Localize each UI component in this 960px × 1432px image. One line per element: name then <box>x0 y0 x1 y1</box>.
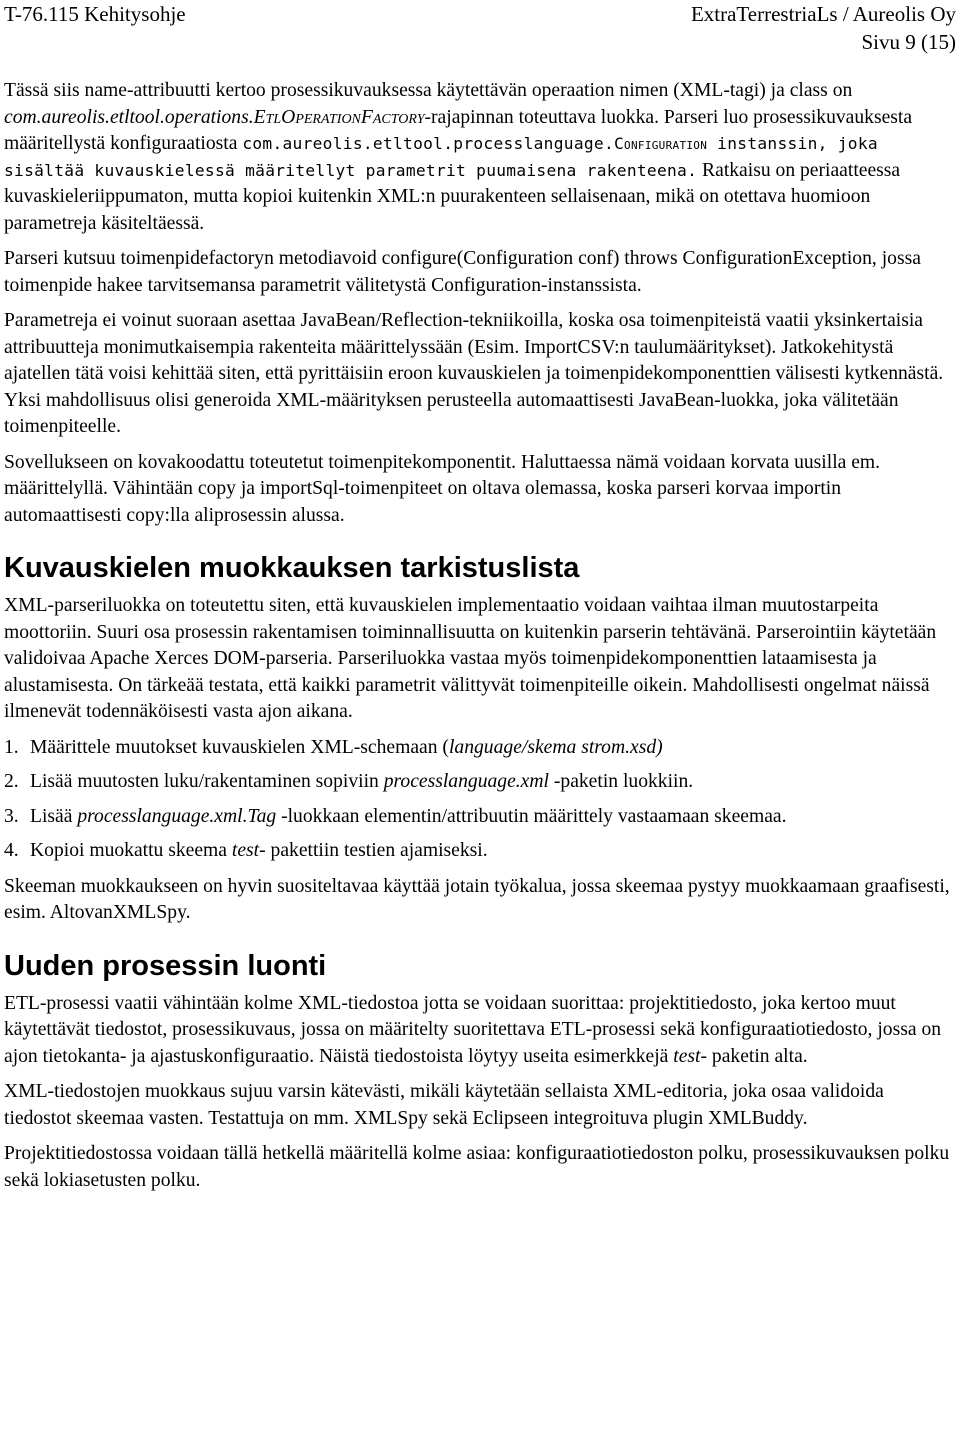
emphasis: test- <box>673 1045 708 1067</box>
list-item <box>4 769 956 796</box>
list-text: Kopioi muokattu skeema <box>30 840 232 861</box>
list-emphasis: processlanguage.xml <box>383 771 549 792</box>
text: paketin alta. <box>707 1045 808 1067</box>
list-text: Määrittele muutokset kuvauskielen XML-schemaan ( <box>30 736 449 758</box>
code-text: com.aureolis.etltool.operations. <box>4 106 254 128</box>
paragraph-parser-configure: Parseri kutsuu toimenpidefactoryn metodiavoid configure(Configuration conf) throws ConfigurationException, jossa toimenpide hakee tarvitsemansa parametrit välitetystä Configuration-instanssista. <box>4 248 921 296</box>
paragraph-hardcoded-components: Sovellukseen on kovakoodattu toteutetut toimenpitekomponentit. Haluttaessa nämä voidaan korvata uusilla em. määrittelyllä. Vähintään copy ja importSql-toimenpiteet on oltava olemassa, koska parseri korvaa importin automaattisesti copy:lla aliprosessin alussa. <box>4 451 881 526</box>
list-number: 2. <box>4 771 19 792</box>
list-text: -paketin luokkiin. <box>548 771 694 792</box>
list-item <box>4 838 956 865</box>
section-heading-checklist: Kuvauskielen muokkauksen tarkistuslista <box>4 552 580 584</box>
code-description: instanssin, joka sisältää kuvauskielessä määritellyt parametrit puumaisena rakenteena. <box>4 134 878 180</box>
code-operations-package <box>4 107 425 128</box>
paragraph-project-file: Projektitiedostossa voidaan tällä hetkellä määritellä kolme asiaa: konfiguraatiotiedoston polku, prosessikuvauksen polku sekä lokiasetusten polku. <box>4 1143 950 1191</box>
code-configuration-class: Configuration <box>614 134 708 153</box>
text: Ratkaisu on periaatteessa kuvaskieleriippumaton, mutta kopioi kuitenkin XML:n puurakenteen sellaisenaan, mikä on otettava huomioon parametreja käsiteltäessä. <box>4 159 901 234</box>
list-emphasis: test- <box>231 840 266 861</box>
list-text: pakettiin testien ajamiseksi. <box>265 840 488 861</box>
text: Tässä siis name-attribuutti kertoo prosessikuvauksessa käytettävän operaation nimen (XML-tagi) ja class on <box>4 80 853 101</box>
text: ETL-prosessi vaatii vähintään kolme XML-tiedostoa jotta se voidaan suorittaa: projektitiedosto, joka kertoo muut käytettävät tiedostot, prosessikuvaus, jossa on määritelty suoritettava ETL-prosessi sekä konfiguraatiotiedosto, jossa on ajon tietokanta- ja ajastuskonfiguraatio. Näistä tiedostoista löytyy useita esimerkkejä <box>4 992 942 1067</box>
code-class-name: EtlOperationFactory <box>253 106 425 128</box>
list-number: 1. <box>4 736 19 758</box>
list-emphasis: language/skema strom.xsd) <box>448 736 663 758</box>
company-name: ExtraTerrestriaLs / Aureolis Oy <box>690 2 956 26</box>
document-title: T-76.115 Kehitysohje <box>4 2 186 26</box>
paragraph-name-attribute <box>4 78 956 237</box>
list-text: Lisää <box>30 805 78 827</box>
page-header <box>4 0 956 60</box>
list-item <box>4 804 956 831</box>
list-text: Lisää muutosten luku/rakentaminen sopiviin <box>30 771 384 792</box>
checklist <box>4 735 956 865</box>
paragraph-etl-files <box>4 991 956 1071</box>
list-number: 4. <box>4 840 19 861</box>
text: -rajapinnan toteuttava luokka. Parseri luo prosessikuvauksesta määritellystä konfiguraatiosta <box>4 106 913 154</box>
list-item <box>4 735 956 762</box>
list-emphasis: processlanguage.xml.Tag <box>77 805 277 827</box>
document-body <box>4 78 956 1203</box>
code-processlanguage-package: com.aureolis.etltool.processlanguage. <box>242 134 615 153</box>
list-text: -luokkaan elementin/attribuutin määrittely vastaamaan skeemaa. <box>276 805 787 827</box>
list-number: 3. <box>4 805 19 827</box>
header-right <box>691 0 956 56</box>
paragraph-schema-tool: Skeeman muokkaukseen on hyvin suositeltavaa käyttää jotain työkalua, jossa skeemaa pystyy muokkaamaan graafisesti, esim. AltovanXMLSpy. <box>4 875 950 923</box>
paragraph-xml-editing: XML-tiedostojen muokkaus sujuu varsin kätevästi, mikäli käytetään sellaista XML-editoria, joka osaa validoida tiedostot skeemaa vasten. Testattuja on mm. XMLSpy sekä Eclipseen integroituva plugin XMLBuddy. <box>4 1081 884 1129</box>
paragraph-xml-parser: XML-parseriluokka on toteutettu siten, että kuvauskielen implementaatio voidaan vaihtaa ilman muutostarpeita moottoriin. Suuri osa prosessin rakentamisen toiminnallisuutta on kuitenkin parserin tehtävänä. Parserointiin käytetään validoivaa Apache Xerces DOM-parseria. Parseriluokka vastaa myös toimenpidekomponenttien lataamisesta ja alustamisesta. On tärkeää testata, että kaikki parametrit välittyvät toimenpiteille oikein. Mahdollisesti ongelmat näissä ilmenevät todennäköisesti vasta ajon aikana. <box>4 595 937 722</box>
page-number: Sivu 9 (15) <box>861 30 956 54</box>
paragraph-parameters: Parametreja ei voinut suoraan asettaa JavaBean/Reflection-tekniikoilla, koska osa toimenpiteistä vaatii yksinkertaisia attribuutteja monimutkaisempia rakenteita määrittelyssään (Esim. ImportCSV:n taulumääritykset). Jatkokehitystä ajatellen tätä voisi kehittää siten, että pyrittäisiin eroon kuvauskielen ja toimenpidekomponenttien välisesti kytkennästä. Yksi mahdollisuus olisi generoida XML-määrityksen perusteella automaattisesti JavaBean-luokka, joka välitetään toimenpiteelle. <box>4 310 944 437</box>
section-heading-new-process: Uuden prosessin luonti <box>4 949 327 982</box>
